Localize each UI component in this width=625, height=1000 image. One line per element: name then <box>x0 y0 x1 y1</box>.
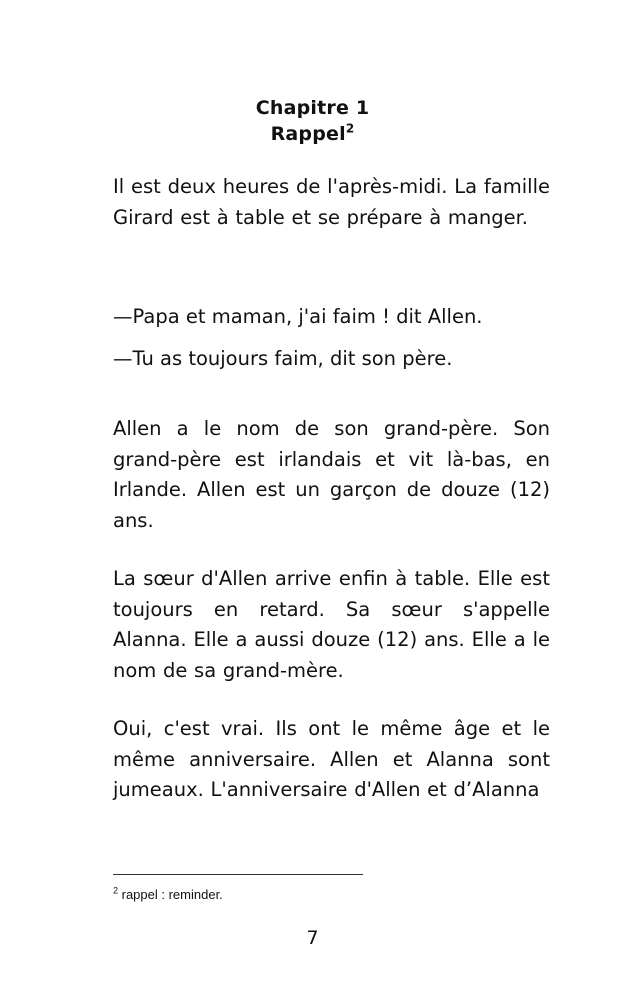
dialog-line-2: —Tu as toujours faim, dit son père. <box>113 347 453 370</box>
paragraph-1: Il est deux heures de l'après-midi. La famille Girard est à table et se prépare à manger. <box>113 175 550 229</box>
chapter-heading <box>0 95 625 147</box>
paragraph-3: La sœur d'Allen arrive enfin à table. Elle est toujours en retard. Sa sœur s'appelle Alanna. Elle a aussi douze (12) ans. Elle a le nom de sa grand-mère. <box>113 567 550 682</box>
paragraph-2: Allen a le nom de son grand-père. Son grand-père est irlandais et vit là-bas, en Irlande. Allen est un garçon de douze (12) ans. <box>113 417 550 532</box>
chapter-title-line <box>0 121 625 147</box>
chapter-title: Rappel <box>270 123 346 145</box>
footnote-marker: 2 <box>113 885 119 896</box>
chapter-title-footnote-marker: 2 <box>345 121 355 136</box>
paragraph-4: Oui, c'est vrai. Ils ont le même âge et le même anniversaire. Allen et Alanna sont jumeaux. L'anniversaire d'Allen et d’Alanna <box>113 717 550 801</box>
chapter-number: Chapitre 1 <box>255 97 370 119</box>
footnote <box>113 886 223 904</box>
dialog-line-1: —Papa et maman, j'ai faim ! dit Allen. <box>113 305 483 328</box>
footnote-text: rappel : reminder. <box>118 887 223 902</box>
page-number: 7 <box>306 927 319 949</box>
footnote-divider <box>113 874 363 875</box>
